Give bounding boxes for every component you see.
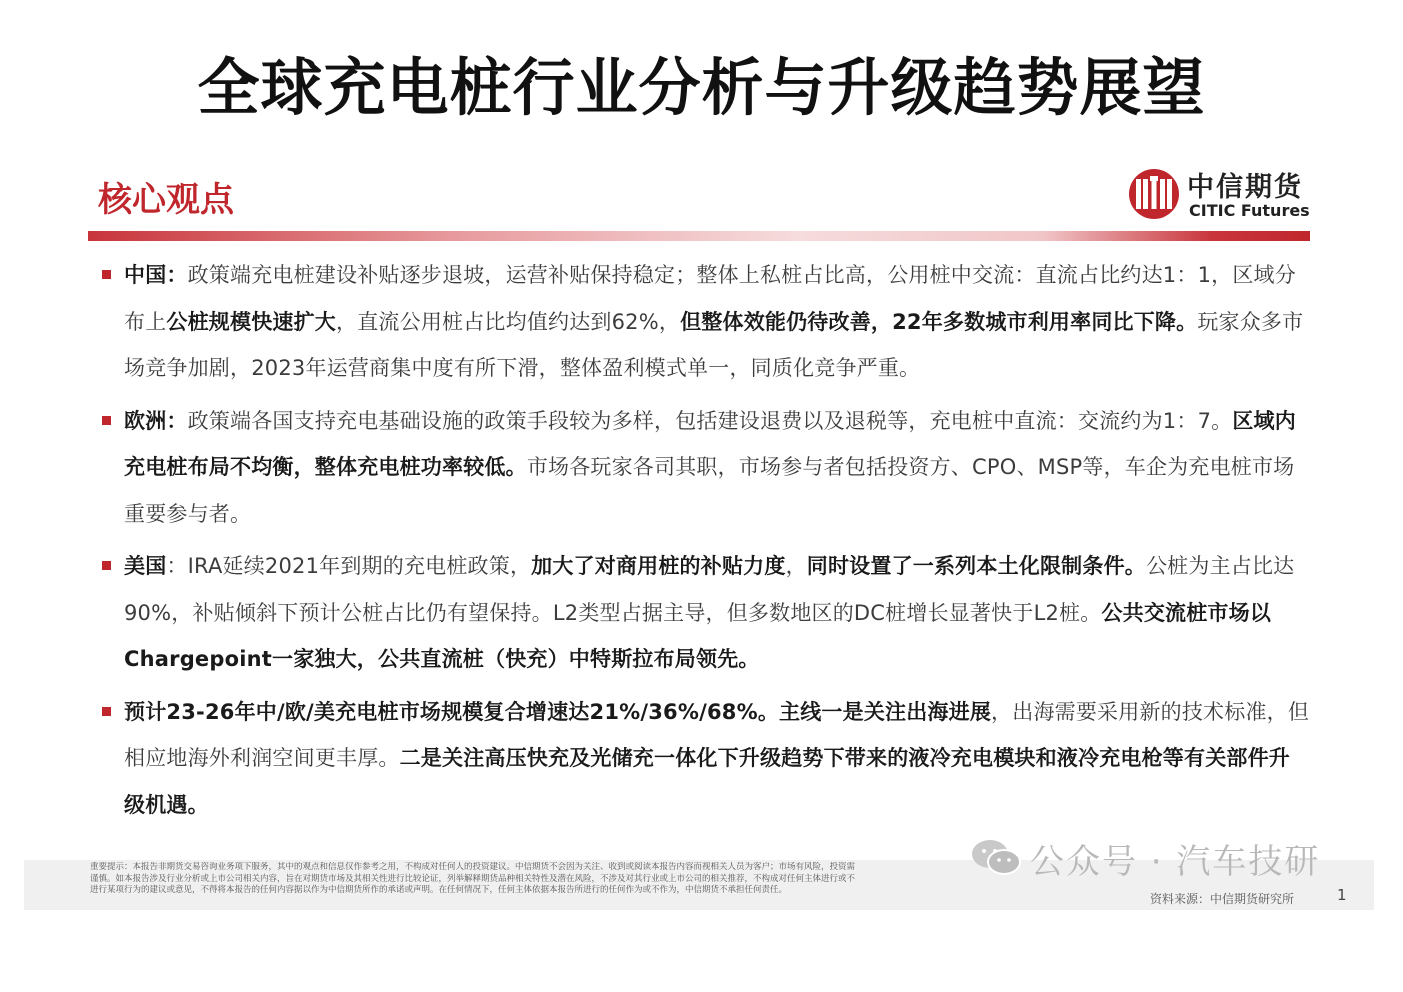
page-number: 1 xyxy=(1337,886,1347,904)
point-segment-bold: 公共交流桩市场以Chargepoint一家独大，公共直流桩（快充）中特斯拉布局领先。 xyxy=(124,600,1272,671)
header-divider xyxy=(88,231,1310,241)
citic-logo-icon xyxy=(1127,167,1181,221)
point-segment-bold: 同时设置了一系列本土化限制条件。 xyxy=(806,554,1146,578)
point-segment-bold: 区域内充电桩布局不均衡，整体充电桩功率较低。 xyxy=(124,408,1296,479)
citic-logo xyxy=(1127,165,1312,225)
point-outlook xyxy=(100,689,1310,829)
point-text xyxy=(124,252,1310,392)
logo-name-cn: 中信期货 xyxy=(1187,172,1303,203)
watermark-text: 公众号 · 汽车技研 xyxy=(1030,842,1321,882)
point-segment: 政策端充电桩建设补贴逐步退坡，运营补贴保持稳定；整体上私桩占比高，公用桩中交流：直流占比约达1：1，区域分布上 xyxy=(124,263,1296,334)
point-usa xyxy=(100,543,1310,683)
point-segment: 公桩为主占比达90%，补贴倾斜下预计公桩占比仍有望保持。L2类型占据主导，但多数地区的DC桩增长显著快于L2桩。 xyxy=(124,554,1295,625)
logo-name-en: CITIC Futures xyxy=(1189,201,1310,220)
point-china xyxy=(100,252,1310,392)
point-segment: 政策端各国支持充电基础设施的政策手段较为多样，包括建设退费以及退税等，充电桩中直流：交流约为1：7。 xyxy=(187,408,1233,433)
point-segment: ，直流公用桩占比均值约达到62%， xyxy=(336,309,681,334)
point-segment-bold: 二是关注高压快充及光储充一体化下升级趋势下带来的液冷充电模块和液冷充电枪等有关部件升级机遇。 xyxy=(124,746,1291,817)
point-segment: ， xyxy=(785,554,807,578)
point-segment: 市场各玩家各司其职，市场参与者包括投资方、CPO、MSP等，车企为充电桩市场重要参与者。 xyxy=(124,455,1295,526)
point-segment-bold: 预计23-26年中/欧/美充电桩市场规模复合增速达21%/36%/68%。主线一是关注出海进展 xyxy=(124,699,992,724)
key-points-list xyxy=(100,252,1310,834)
point-segment-bold: 欧洲： xyxy=(124,408,188,433)
point-segment-bold: 美国 xyxy=(124,554,167,578)
disclaimer-text: 重要提示：本报告非期货交易咨询业务项下服务，其中的观点和信息仅作参考之用，不构成对任何人的投资建议。中信期货不会因为关注、收到或阅读本报告内容而视相关人员为客户；市场有风险，投资需谨慎。如本报告涉及行业分析或上市公司相关内容，旨在对期货市场及其相关性进行比较论证，列举解释期货品种相关特性及潜在风险，不涉及对其行业或上市公司的相关推荐，不构成对任何主体进行或不进行某项行为的建议或意见，不得将本报告的任何内容据以作为中信期货所作的承诺或声明。在任何情况下，任何主体依据本报告所进行的任何作为或不作为，中信期货不承担任何责任。 xyxy=(90,862,856,895)
bullet-icon xyxy=(102,270,111,279)
point-europe xyxy=(100,398,1310,538)
bullet-icon xyxy=(102,707,111,716)
bullet-icon xyxy=(102,561,111,570)
wechat-icon xyxy=(970,838,1022,876)
page-title: 全球充电桩行业分析与升级趋势展望 xyxy=(197,51,1206,124)
point-segment-bold: 加大了对商用桩的补贴力度 xyxy=(531,554,786,578)
point-segment: 玩家众多市场竞争加剧，2023年运营商集中度有所下滑，整体盈利模式单一，同质化竞争严重。 xyxy=(124,309,1304,380)
section-title: 核心观点 xyxy=(98,180,234,220)
point-text xyxy=(124,398,1310,538)
point-segment-bold: 但整体效能仍待改善，22年多数城市利用率同比下降。 xyxy=(680,309,1198,334)
point-segment-bold: 中国： xyxy=(124,263,188,287)
source-note: 资料来源：中信期货研究所 xyxy=(1150,892,1295,906)
point-text xyxy=(124,543,1310,683)
point-segment: ：IRA延续2021年到期的充电桩政策， xyxy=(166,554,532,578)
point-segment-bold: 公桩规模快速扩大 xyxy=(166,309,337,334)
point-text xyxy=(124,689,1310,829)
bullet-icon xyxy=(102,416,111,425)
point-segment: ，出海需要采用新的技术标准，但相应地海外利润空间更丰厚。 xyxy=(124,699,1310,770)
